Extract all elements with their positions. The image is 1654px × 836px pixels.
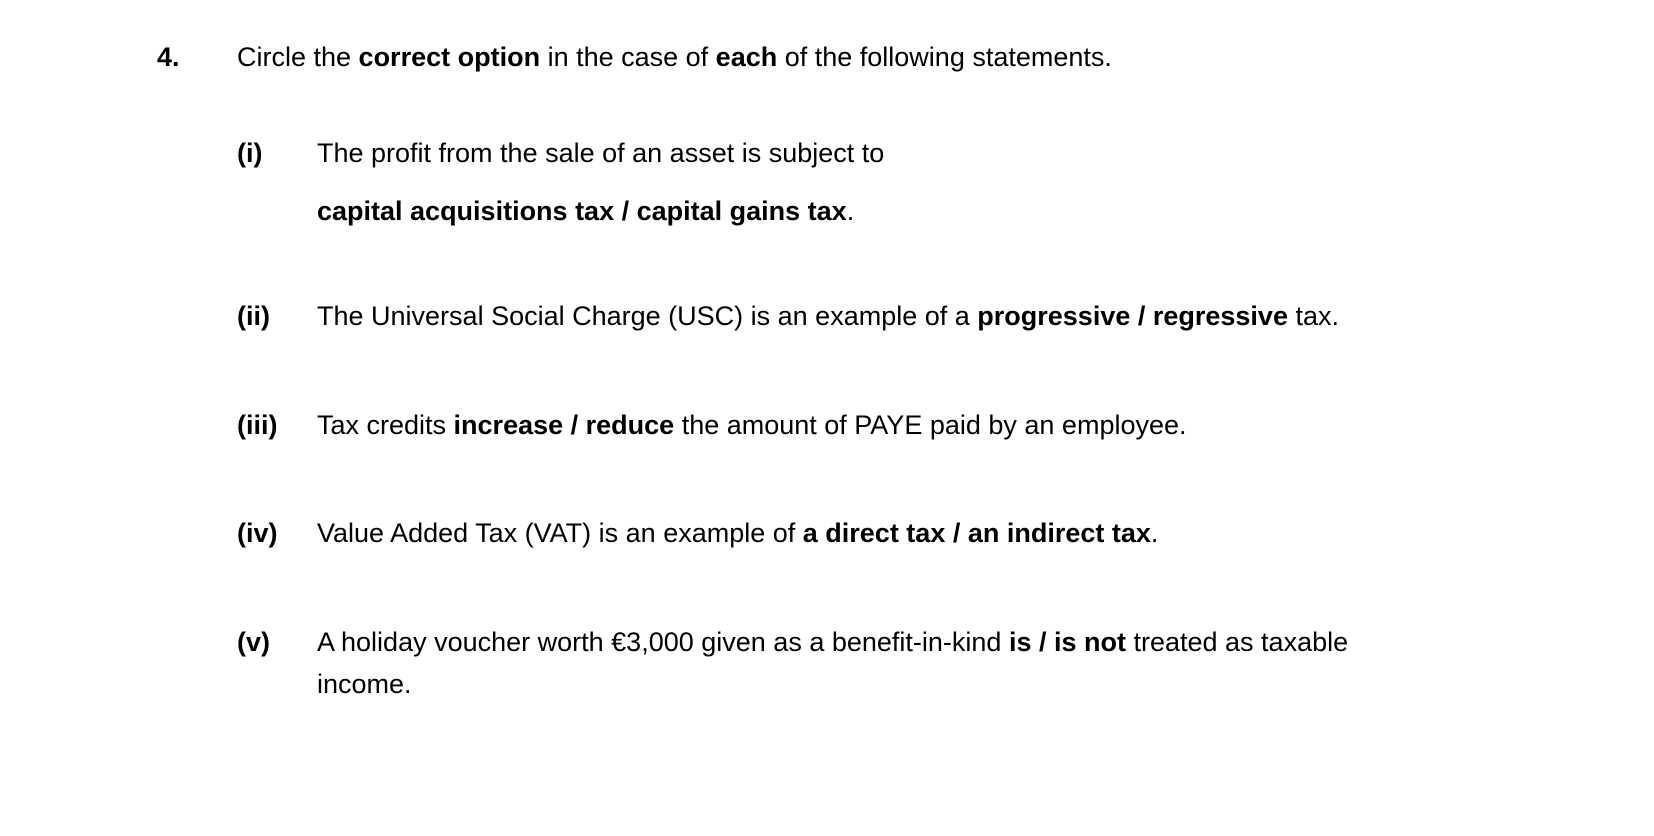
statement-body xyxy=(317,299,1517,333)
option-choices[interactable]: progressive / regressive xyxy=(977,301,1288,331)
statement-label: (v) xyxy=(237,627,270,657)
statement-line xyxy=(317,299,1517,333)
statement-text-end: . xyxy=(846,196,855,226)
statement-line-2: income. xyxy=(317,669,412,699)
statement-line xyxy=(317,625,1517,659)
statement-text-post: . xyxy=(1150,518,1159,548)
statement-text-pre: The Universal Social Charge (USC) is an example of a xyxy=(317,301,978,331)
statement-text-post: treated as taxable xyxy=(1125,627,1349,657)
statement-body xyxy=(317,516,1517,550)
instruction-text-mid: in the case of xyxy=(540,42,716,72)
statement-label: (iii) xyxy=(237,410,278,440)
statement-text-pre: Value Added Tax (VAT) is an example of xyxy=(317,518,803,548)
option-choices[interactable]: capital acquisitions tax / capital gains tax xyxy=(317,196,847,226)
option-choices[interactable]: is / is not xyxy=(1008,627,1126,657)
question-instruction xyxy=(237,40,1112,74)
statement-text-pre: A holiday voucher worth €3,000 given as a benefit-in-kind xyxy=(317,627,1009,657)
statement-body xyxy=(317,625,1517,701)
statement-text-pre: Tax credits xyxy=(317,410,454,440)
question-number: 4. xyxy=(157,42,180,72)
statement-label: (ii) xyxy=(237,301,270,331)
statement-line xyxy=(317,516,1517,550)
statement-label: (i) xyxy=(237,138,263,168)
statement-options-line xyxy=(317,194,1517,228)
statement-text-post: tax. xyxy=(1287,301,1339,331)
statement-body xyxy=(317,408,1517,442)
option-choices[interactable]: a direct tax / an indirect tax xyxy=(802,518,1151,548)
instruction-bold-correct-option: correct option xyxy=(358,42,541,72)
statement-text: The profit from the sale of an asset is subject to xyxy=(317,138,885,168)
instruction-text-post: of the following statements. xyxy=(777,42,1112,72)
statement-line xyxy=(317,408,1517,442)
statement-label: (iv) xyxy=(237,518,278,548)
instruction-bold-each: each xyxy=(715,42,778,72)
instruction-text-pre: Circle the xyxy=(237,42,359,72)
option-choices[interactable]: increase / reduce xyxy=(453,410,675,440)
statement-text-post: the amount of PAYE paid by an employee. xyxy=(674,410,1187,440)
statement-body xyxy=(317,136,1517,228)
